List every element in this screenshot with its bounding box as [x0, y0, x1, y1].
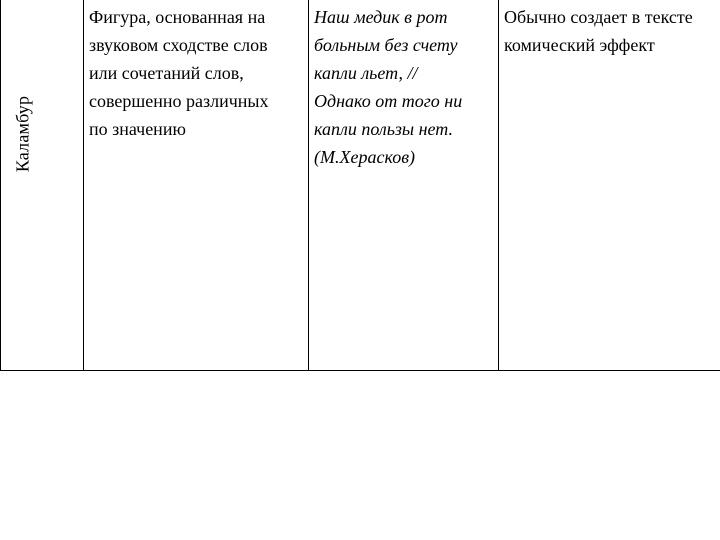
definition-cell [89, 3, 268, 143]
definition-line: по значению [89, 119, 186, 139]
example-cell [314, 3, 462, 171]
example-line: больным без счету [314, 35, 458, 55]
column-border-3 [498, 0, 499, 371]
term-cell: Каламбур [12, 95, 33, 173]
effect-cell [504, 3, 693, 59]
example-line: капли пользы нет. [314, 119, 454, 139]
column-border-2 [308, 0, 309, 371]
table-bottom-border [0, 370, 720, 371]
definition-line: Фигура, основанная на [89, 7, 266, 27]
column-border-1 [83, 0, 84, 371]
example-source: (М.Херасков) [314, 147, 416, 167]
definition-line: звуковом сходстве слов [89, 35, 268, 55]
example-line: капли льет, // [314, 63, 418, 83]
effect-line: комический эффект [504, 35, 655, 55]
column-border-left [0, 0, 1, 371]
effect-line: Обычно создает в тексте [504, 7, 693, 27]
definition-line: совершенно различных [89, 91, 269, 111]
definition-line: или сочетаний слов, [89, 63, 244, 83]
example-line: Наш медик в рот [314, 7, 448, 27]
example-line: Однако от того ни [314, 91, 463, 111]
